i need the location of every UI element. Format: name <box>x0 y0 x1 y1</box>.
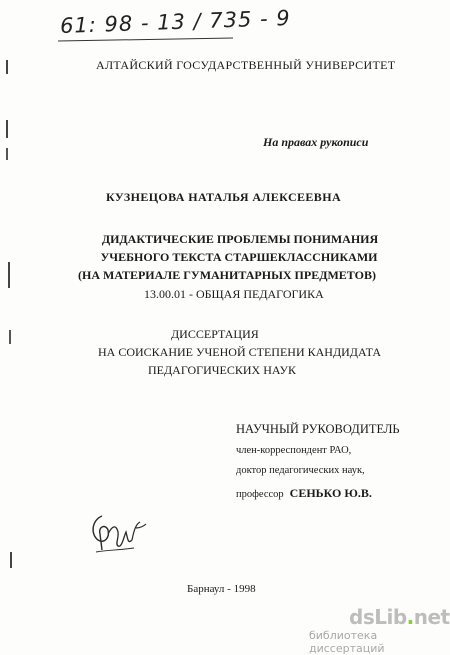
watermark-logo <box>349 605 450 629</box>
degree-line-1: НА СОИСКАНИЕ УЧЕНОЙ СТЕПЕНИ КАНДИДАТА <box>98 345 382 359</box>
supervisor-rank-1: член-корреспондент РАО, <box>236 445 352 456</box>
supervisor-line <box>236 486 372 501</box>
supervisor-heading: НАУЧНЫЙ РУКОВОДИТЕЛЬ <box>236 422 400 436</box>
handwritten-underline <box>58 37 233 41</box>
degree-line-2: ПЕДАГОГИЧЕСКИХ НАУК <box>148 363 297 377</box>
thesis-title-line-2: УЧЕБНОГО ТЕКСТА СТАРШЕКЛАССНИКАМИ <box>100 250 378 264</box>
watermark-subtitle: библиотека диссертаций <box>309 629 385 655</box>
watermark-logo-tld: net <box>413 605 450 629</box>
supervisor-name: СЕНЬКО Ю.В. <box>289 486 372 500</box>
place-and-year: Барнаул - 1998 <box>187 583 256 595</box>
author-name: КУЗНЕЦОВА НАТАЛЬЯ АЛЕКСЕЕВНА <box>106 190 342 204</box>
supervisor-title: профессор <box>236 489 284 500</box>
watermark-logo-dot: . <box>406 605 414 629</box>
handwritten-signature <box>88 510 148 556</box>
university-name: АЛТАЙСКИЙ ГОСУДАРСТВЕННЫЙ УНИВЕРСИТЕТ <box>96 58 396 72</box>
manuscript-note: На правах рукописи <box>263 135 369 149</box>
dissertation-label: ДИССЕРТАЦИЯ <box>171 327 259 341</box>
thesis-title-line-3: (НА МАТЕРИАЛЕ ГУМАНИТАРНЫХ ПРЕДМЕТОВ) <box>78 268 376 282</box>
archive-handwritten-number: 61: 98 - 13 / 735 - 9 <box>59 5 292 39</box>
specialty-code: 13.00.01 - ОБЩАЯ ПЕДАГОГИКА <box>144 287 324 301</box>
thesis-title-line-1: ДИДАКТИЧЕСКИЕ ПРОБЛЕМЫ ПОНИМАНИЯ <box>101 232 379 246</box>
watermark-logo-main: dsLib <box>349 605 407 629</box>
supervisor-rank-2: доктор педагогических наук, <box>236 465 365 476</box>
